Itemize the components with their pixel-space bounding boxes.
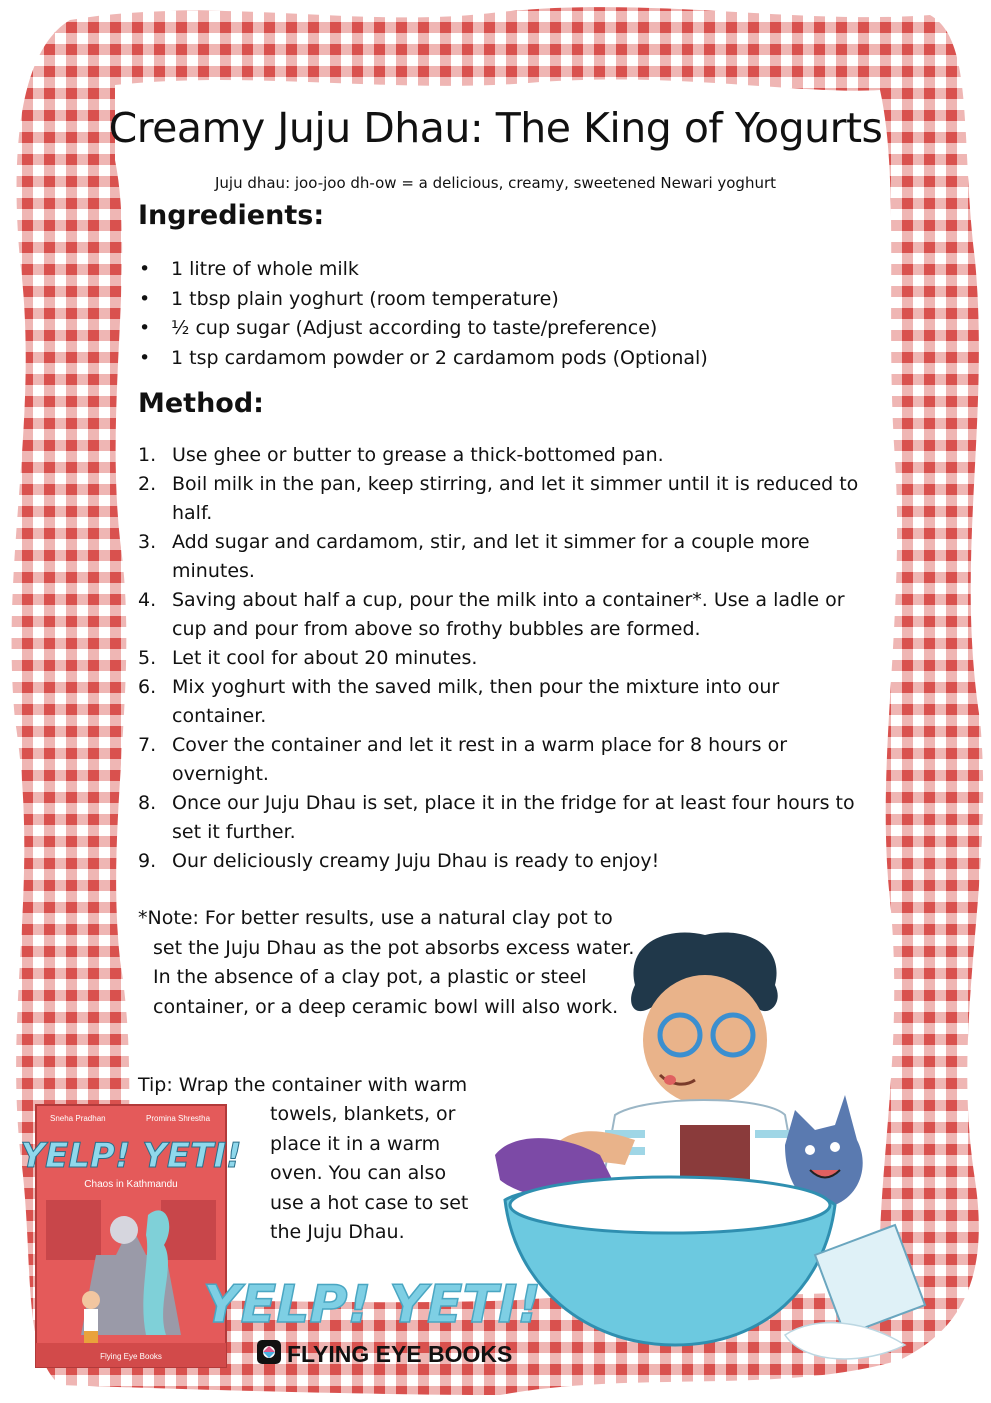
step-text: Once our Juju Dhau is set, place it in the fridge for at least four hours to set it further. [172,792,855,843]
list-item [138,470,878,528]
list-item: • 1 litre of whole milk [138,255,858,285]
cover-publisher: Flying Eye Books [100,1352,162,1361]
step-text: Saving about half a cup, pour the milk into a container*. Use a ladle or cup and pour from above so frothy bubbles are formed. [172,589,845,640]
step-text: Cover the container and let it rest in a warm place for 8 hours or overnight. [172,734,788,785]
list-item [138,644,878,673]
tip-first-line: Tip: Wrap the container with warm [138,1074,468,1096]
publisher-logo-text: FLYING EYE BOOKS [287,1341,513,1367]
boy-making-yoghurt-illustration [485,925,935,1385]
step-number: 1. [138,444,157,466]
list-item [138,731,878,789]
step-number: 6. [138,676,157,698]
series-logo-text: YELP! YETI! [203,1275,541,1335]
book-cover-image [20,1105,242,1367]
step-number: 3. [138,531,157,553]
step-number: 7. [138,734,157,756]
list-item [138,528,878,586]
step-text: Our deliciously creamy Juju Dhau is ready to enjoy! [172,850,660,872]
list-item [138,789,878,847]
list-item: • 1 tsp cardamom powder or 2 cardamom pods (Optional) [138,344,858,374]
list-item: • 1 tbsp plain yoghurt (room temperature) [138,285,858,315]
step-text: Use ghee or butter to grease a thick-bottomed pan. [172,444,664,466]
step-number: 4. [138,589,157,611]
list-item [138,673,878,731]
page-title: Creamy Juju Dhau: The King of Yogurts [108,104,883,152]
step-number: 2. [138,473,157,495]
list-item [138,847,878,876]
step-text: Add sugar and cardamom, stir, and let it simmer for a couple more minutes. [172,531,810,582]
note-paragraph: *Note: For better results, use a natural clay pot to set the Juju Dhau as the pot absorbs excess water. In the absence of a clay pot, a plastic or steel container, or a deep ceramic bowl will also work. [138,907,635,1018]
cover-subtitle: Chaos in Kathmandu [84,1179,178,1190]
tip-continuation: towels, blankets, or place it in a warm oven. You can also use a hot case to set the Juju Dhau. [270,1103,469,1243]
method-heading: Method: [138,388,264,419]
list-item: • ½ cup sugar (Adjust according to taste/preference) [138,314,858,344]
step-number: 9. [138,850,157,872]
flying-eye-books-logo [255,1332,513,1372]
ingredients-list [138,255,858,373]
yelp-yeti-logo [203,1266,541,1336]
list-item [138,586,878,644]
pronunciation-subtitle: Juju dhau: joo-joo dh-ow = a delicious, creamy, sweetened Newari yoghurt [214,174,777,192]
step-number: 5. [138,647,157,669]
cover-illustrator: Promina Shrestha [146,1114,211,1123]
list-item [138,441,878,470]
cover-author: Sneha Pradhan [50,1114,106,1123]
step-text: Mix yoghurt with the saved milk, then pour the mixture into our container. [172,676,780,727]
cover-title: YELP! YETI! [20,1136,242,1176]
method-steps-list [138,441,878,876]
step-number: 8. [138,792,157,814]
ingredients-heading: Ingredients: [138,200,325,231]
step-text: Boil milk in the pan, keep stirring, and let it simmer until it is reduced to half. [172,473,859,524]
step-text: Let it cool for about 20 minutes. [172,647,478,669]
flying-eye-icon [257,1340,281,1364]
